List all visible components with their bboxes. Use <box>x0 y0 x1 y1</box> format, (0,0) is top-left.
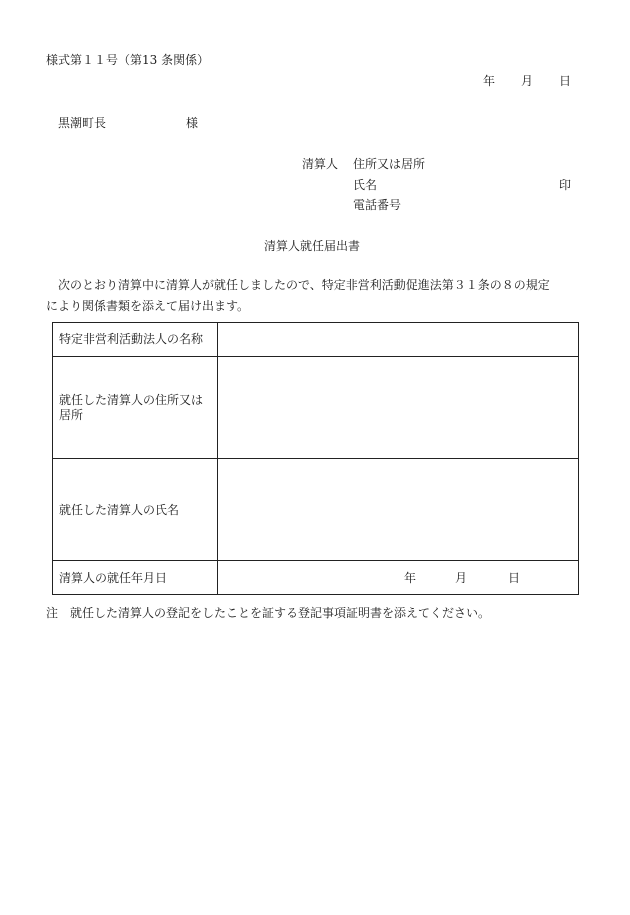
row-label-name: 就任した清算人の氏名 <box>53 459 218 561</box>
row-label-org-name: 特定非営利活動法人の名称 <box>53 323 218 356</box>
header-date-day: 日 <box>559 74 572 88</box>
liquidator-name-label: 氏名 <box>353 178 378 192</box>
row-label-date: 清算人の就任年月日 <box>53 561 218 595</box>
addressee-name: 黒潮町長 <box>58 116 107 130</box>
liquidator-name-field[interactable] <box>218 459 578 561</box>
row-label-address: 就任した清算人の住所又は居所 <box>53 357 218 459</box>
liquidator-phone-label: 電話番号 <box>353 198 402 212</box>
body-line-2: により関係書類を添えて届け出ます。 <box>46 299 250 313</box>
body-line-1: 次のとおり清算中に清算人が就任しましたので、特定非営利活動促進法第３１条の８の規定 <box>46 278 550 292</box>
liquidator-address-label: 住所又は居所 <box>353 157 426 171</box>
org-name-field[interactable] <box>218 323 578 356</box>
appointment-date-field[interactable] <box>218 561 578 595</box>
table-date-day: 日 <box>508 571 521 585</box>
addressee-honorific: 様 <box>186 116 199 130</box>
table-date-month: 月 <box>455 571 468 585</box>
form-number: 様式第１１号（第13 条関係） <box>46 53 210 67</box>
body-paragraph <box>46 275 591 317</box>
table-row <box>53 356 578 459</box>
address-field[interactable] <box>218 357 578 459</box>
table-date-year: 年 <box>404 571 417 585</box>
liquidator-role-label: 清算人 <box>302 157 339 171</box>
table-row <box>53 458 578 561</box>
form-table <box>52 322 579 595</box>
table-row <box>53 560 578 595</box>
footnote: 注 就任した清算人の登記をしたことを証する登記事項証明書を添えてください。 <box>46 606 491 620</box>
table-row <box>53 323 578 356</box>
seal-mark: 印 <box>559 178 572 192</box>
document-title: 清算人就任届出書 <box>264 239 361 253</box>
header-date-month: 月 <box>521 74 534 88</box>
header-date-year: 年 <box>483 74 496 88</box>
